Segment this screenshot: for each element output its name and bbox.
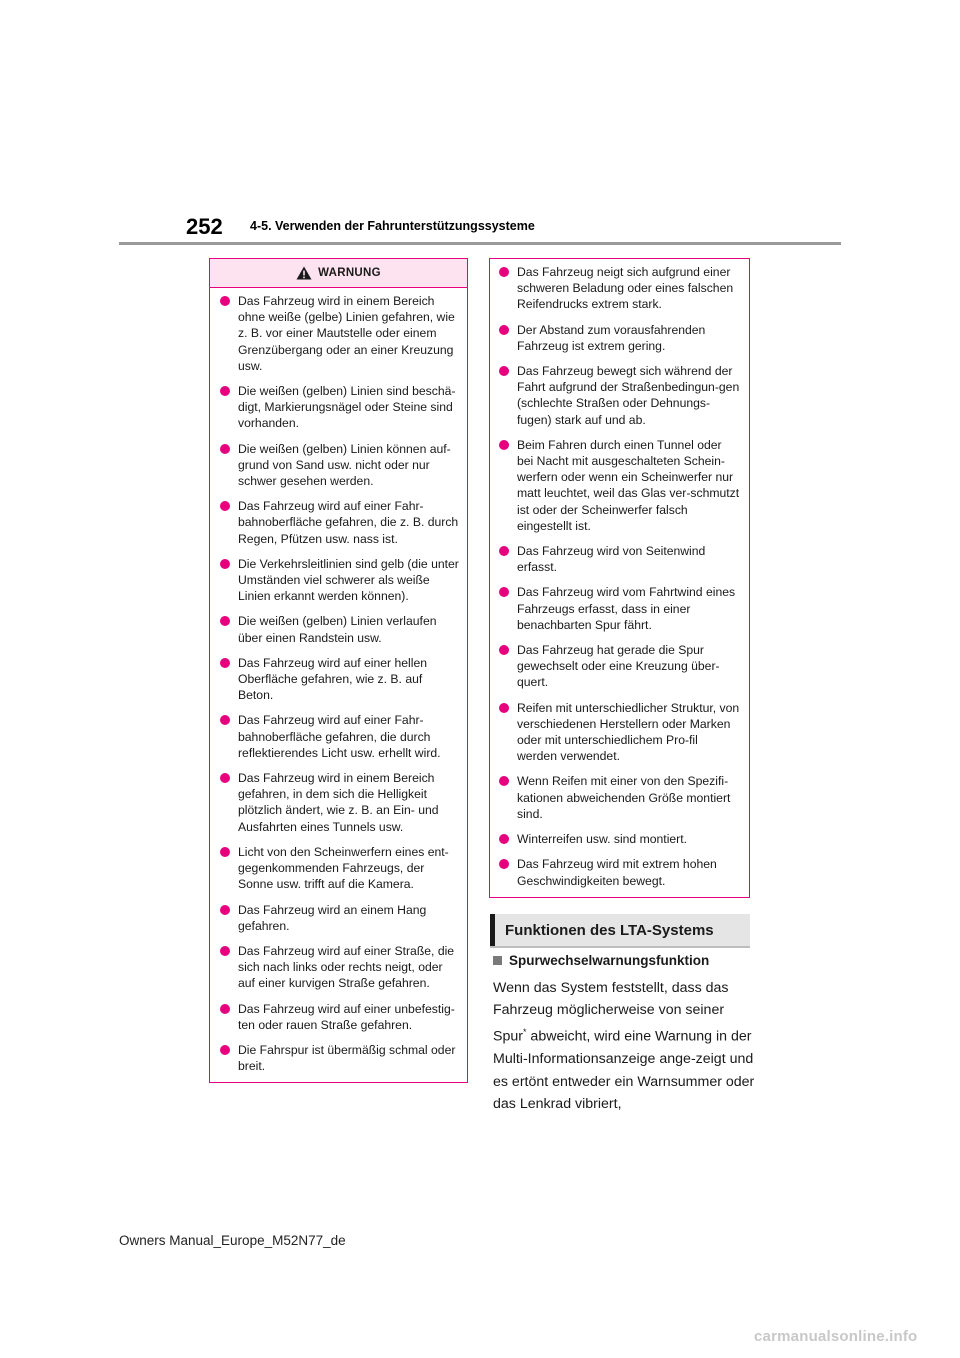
page-number: 252 [186, 214, 223, 239]
warning-box [209, 258, 468, 1083]
header-divider [119, 242, 841, 245]
body-text-end: abweicht, wird eine Warnung in der Multi-Informationsanzeige ange-zeigt und es ertönt entweder ein Warnsummer oder das Lenkrad vibriert, [493, 1029, 755, 1112]
warning-item-text: Das Fahrzeug wird in einem Bereich gefahren, in dem sich die Helligkeit plötzlich ändert, wie z. B. an Ein- und Ausfahrten eines Tunnels usw. [238, 771, 439, 834]
bullet-dot-icon [220, 905, 230, 915]
warning-list-item [499, 363, 741, 428]
warning-list-item [220, 655, 459, 704]
warning-list-item [220, 770, 459, 835]
warning-list-item [220, 1042, 459, 1074]
warning-item-text: Das Fahrzeug wird an einem Hang gefahren. [238, 902, 427, 933]
warning-list-item [499, 773, 741, 822]
bullet-dot-icon [220, 946, 230, 956]
warning-title: WARNUNG [318, 267, 381, 279]
bullet-dot-icon [499, 366, 509, 376]
bullet-dot-icon [499, 776, 509, 786]
warning-item-text: Das Fahrzeug wird vom Fahrtwind eines Fahrzeugs erfasst, dass in einer benachbarten Spur fährt. [517, 585, 736, 632]
bullet-dot-icon [499, 834, 509, 844]
warning-item-text: Das Fahrzeug bewegt sich während der Fahrt aufgrund der Straßenbedingun-gen (schlechte Straßen oder Dehnungs-fugen) stark auf und ab. [517, 364, 740, 427]
footnote-marker: * [522, 1027, 527, 1038]
warning-header [210, 259, 467, 288]
bullet-dot-icon [220, 1045, 230, 1055]
bullet-dot-icon [220, 847, 230, 857]
warning-item-text: Reifen mit unterschiedlicher Struktur, von verschiedenen Herstellern oder Marken oder mit unterschiedlichem Pro-fil werden verwendet. [517, 700, 740, 764]
warning-list-item [499, 856, 741, 888]
warning-list-left [210, 288, 467, 1074]
bullet-dot-icon [220, 715, 230, 725]
warning-list-item [499, 437, 741, 534]
warning-item-text: Das Fahrzeug neigt sich aufgrund einer schweren Beladung oder eines falschen Reifendrucks extrem stark. [517, 265, 734, 312]
warning-list-item [220, 613, 459, 645]
warning-item-text: Die weißen (gelben) Linien sind beschä-digt, Markierungsnägel oder Steine sind vorhanden. [238, 384, 456, 431]
warning-list-item [499, 543, 741, 575]
warning-triangle-icon [296, 266, 312, 280]
bullet-dot-icon [499, 325, 509, 335]
body-text-start: Wenn das System feststellt, dass das Fahrzeug möglicherweise von seiner Spur [493, 980, 729, 1046]
warning-item-text: Das Fahrzeug wird auf einer Fahr-bahnoberfläche gefahren, die z. B. durch Regen, Pfützen usw. nass ist. [238, 499, 459, 546]
warning-item-text: Das Fahrzeug wird auf einer unbefestig-ten oder rauen Straße gefahren. [238, 1001, 455, 1032]
warning-item-text: Das Fahrzeug wird in einem Bereich ohne weiße (gelbe) Linien gefahren, wie z. B. vor einer Mautstelle oder einem Grenzübergang oder an einer Kreuzung usw. [238, 294, 455, 373]
bullet-dot-icon [499, 546, 509, 556]
warning-list-item [220, 902, 459, 934]
warning-list-item [499, 700, 741, 765]
bullet-dot-icon [499, 587, 509, 597]
bullet-dot-icon [220, 386, 230, 396]
warning-list-item [220, 293, 459, 374]
bullet-dot-icon [220, 616, 230, 626]
warning-list-item [220, 383, 459, 432]
bullet-dot-icon [220, 1004, 230, 1014]
warning-item-text: Das Fahrzeug wird auf einer Straße, die sich nach links oder rechts neigt, oder auf einer kurvigen Straße gefahren. [238, 943, 455, 991]
warning-item-text: Beim Fahren durch einen Tunnel oder bei Nacht mit ausgeschalteten Schein-werfern oder wenn ein Scheinwerfer nur matt leuchtet, weil das Glas ver-schmutzt ist oder der Scheinwerfer falsch eingestellt ist. [517, 437, 740, 533]
warning-item-text: Das Fahrzeug wird mit extrem hohen Geschwindigkeiten bewegt. [517, 857, 717, 888]
warning-item-text: Die weißen (gelben) Linien können auf-grund von Sand usw. nicht oder nur schwer gesehen werden. [238, 441, 451, 489]
warning-list-item [220, 844, 459, 893]
functions-heading: Funktionen des LTA-Systems [490, 914, 750, 946]
warning-box-continued [489, 258, 750, 898]
warning-list-item [499, 584, 741, 633]
warning-list-item [499, 831, 741, 847]
warning-list-item [220, 498, 459, 547]
bullet-dot-icon [220, 658, 230, 668]
warning-list-item [499, 264, 741, 313]
warning-item-text: Die Verkehrsleitlinien sind gelb (die unter Umständen viel schwerer als weiße Linien erkannt werden können). [238, 556, 459, 604]
warning-item-text: Winterreifen usw. sind montiert. [517, 832, 688, 847]
bullet-dot-icon [220, 501, 230, 511]
bullet-dot-icon [220, 444, 230, 454]
bullet-dot-icon [499, 440, 509, 450]
bullet-dot-icon [220, 773, 230, 783]
warning-item-text: Licht von den Scheinwerfern eines ent-gegenkommenden Fahrzeugs, der Sonne usw. trifft auf die Kamera. [238, 844, 449, 892]
body-paragraph [493, 977, 755, 1115]
bullet-dot-icon [499, 645, 509, 655]
section-title: 4-5. Verwenden der Fahrunterstützungssysteme [250, 219, 535, 233]
lane-departure-subheading [493, 953, 709, 968]
bullet-dot-icon [499, 267, 509, 277]
bullet-dot-icon [499, 703, 509, 713]
warning-item-text: Das Fahrzeug hat gerade die Spur gewechselt oder eine Kreuzung über-quert. [517, 643, 720, 690]
warning-item-text: Das Fahrzeug wird auf einer Fahr-bahnoberfläche gefahren, die durch reflektierendes Licht usw. erhellt wird. [238, 713, 441, 760]
bullet-dot-icon [220, 559, 230, 569]
warning-item-text: Die Fahrspur ist übermäßig schmal oder breit. [238, 1042, 456, 1074]
watermark: carmanualsonline.info [754, 1328, 918, 1345]
warning-item-text: Wenn Reifen mit einer von den Spezifi-kationen abweichenden Größe montiert sind. [517, 774, 731, 821]
warning-item-text: Das Fahrzeug wird auf einer hellen Oberfläche gefahren, wie z. B. auf Beton. [238, 655, 428, 703]
warning-item-text: Das Fahrzeug wird von Seitenwind erfasst. [517, 544, 706, 575]
warning-list-item [499, 322, 741, 354]
square-bullet-icon [493, 956, 502, 965]
bullet-dot-icon [220, 296, 230, 306]
warning-list-item [220, 712, 459, 761]
footer-doc-id: Owners Manual_Europe_M52N77_de [119, 1233, 346, 1248]
warning-item-text: Die weißen (gelben) Linien verlaufen über einen Randstein usw. [238, 614, 437, 645]
warning-list-item [220, 943, 459, 992]
warning-list-right [490, 259, 749, 889]
warning-list-item [499, 642, 741, 691]
warning-list-item [220, 441, 459, 490]
warning-list-item [220, 556, 459, 605]
bullet-dot-icon [499, 859, 509, 869]
warning-list-item [220, 1001, 459, 1033]
warning-item-text: Der Abstand zum vorausfahrenden Fahrzeug ist extrem gering. [517, 322, 706, 353]
subheading-text: Spurwechselwarnungsfunktion [509, 953, 710, 968]
